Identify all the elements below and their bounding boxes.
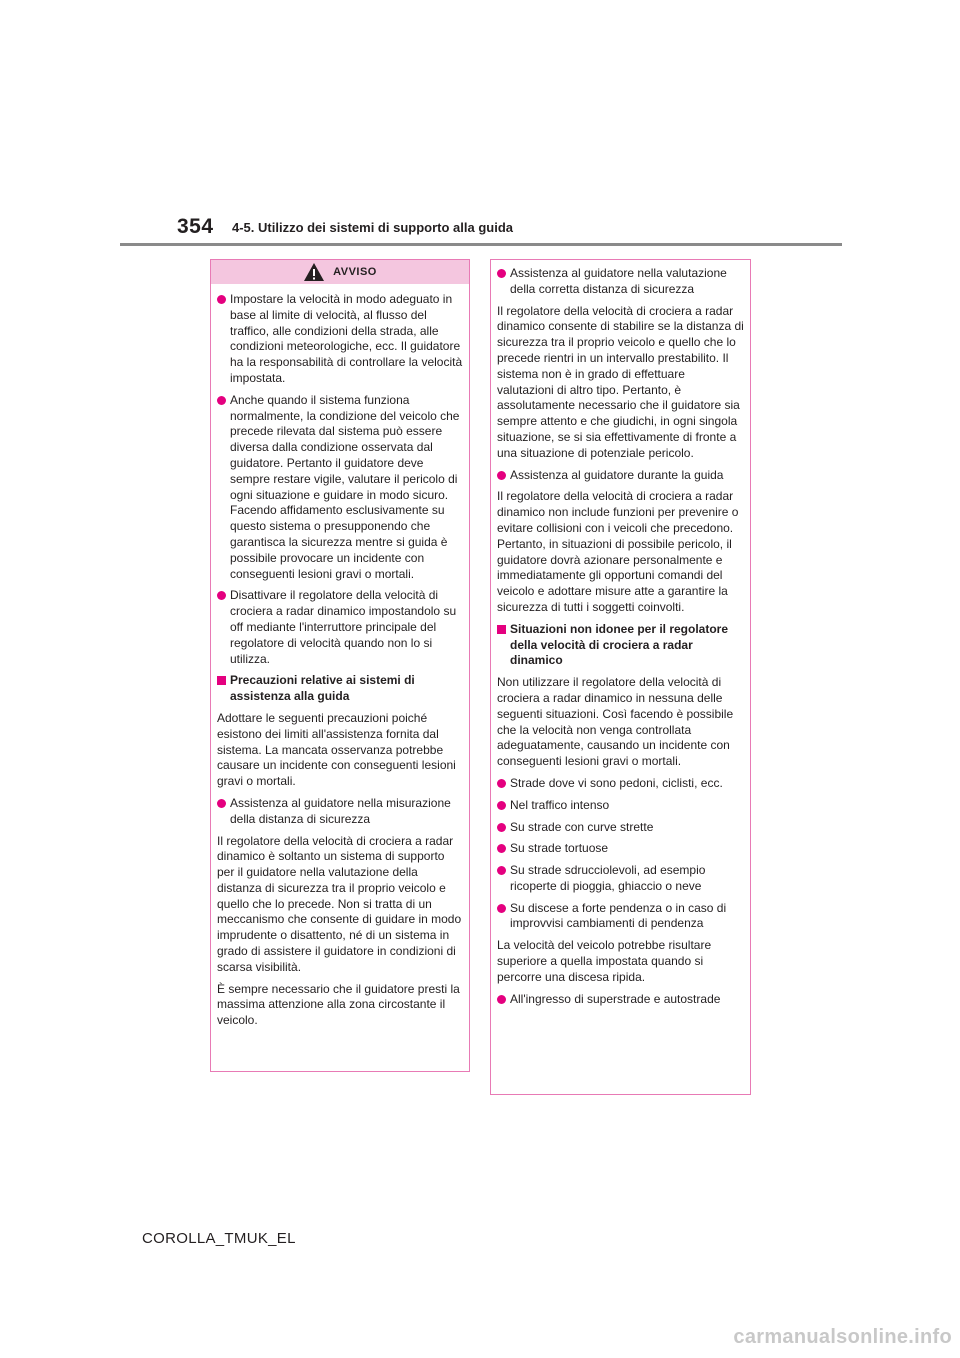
bullet-dot-icon [497,995,506,1004]
page-number: 354 [177,215,214,238]
situation-text: Su strade sdrucciolevoli, ad esempio ricoperte di pioggia, ghiaccio o neve [510,863,706,893]
subsection-heading [497,622,744,669]
evaluation-heading: Assistenza al guidatore nella valutazione della corretta distanza di sicurezza [510,266,727,296]
evaluation-text: Il regolatore della velocità di crociera a radar dinamico consente di stabilire se la distanza di sicurezza tra il proprio veicolo e quello che lo precede rientri in un intervallo prestabilito. Il sistema non è in grado di effettuare valutazioni di altro tipo. Pertanto, è assolutamente necessario che il guidatore sia sempre attento e che giudichi, in ogni singola situazione, se si sia effettivamente di fronte a una situazione di potenziale pericolo. [497,303,744,460]
bullet-dot-icon [497,866,506,875]
list-item [497,901,744,933]
situation-text: Nel traffico intenso [510,797,610,812]
warning-box-right [490,259,751,1095]
warning-title: AVVISO [333,266,377,278]
list-item [497,863,744,895]
highway-item-text: All'ingresso di superstrade e autostrade [510,991,721,1006]
bullet-square-icon [217,676,226,685]
warning-content-right [491,260,750,1007]
list-item [217,588,463,667]
list-item [497,266,744,298]
list-item [217,292,463,387]
warning-box-left [210,259,470,1072]
bullet-dot-icon [497,823,506,832]
bullet-dot-icon [497,269,506,278]
warning-item-text: Disattivare il regolatore della velocità di crociera a radar dinamico impostandolo su off mediante l'interruttore principale del regolatore di velocità quando non lo si utilizza. [230,588,457,666]
list-item [497,820,744,836]
section-title: 4-5. Utilizzo dei sistemi di supporto alla guida [232,220,513,235]
list-item [497,798,744,814]
bullet-dot-icon [497,471,506,480]
warning-header [211,260,469,284]
warning-item-text: Impostare la velocità in modo adeguato in base al limite di velocità, al flusso del traffico, alle condizioni della strada, alle condizioni meteorologiche, ecc. Il guidatore ha la responsabilità di controllare la velocità impostata. [230,292,463,385]
bullet-dot-icon [217,396,226,405]
bullet-square-icon [497,625,506,634]
header-divider [120,243,842,246]
unsuitable-text: Non utilizzare il regolatore della velocità di crociera a radar dinamico in nessuna delle seguenti situazioni. Così facendo è possibile che la velocità non venga controllata adeguatamente, causando un incidente con conseguenti lesioni gravi o mortali. [497,675,734,769]
list-item [217,796,463,828]
precautions-heading: Precauzioni relative ai sistemi di assistenza alla guida [230,673,415,704]
bullet-dot-icon [217,799,226,808]
list-item [497,468,744,484]
driving-text: Il regolatore della velocità di crociera a radar dinamico non include funzioni per prevenire o evitare collisioni con i veicoli che precedono. Pertanto, in situazioni di possibile pericolo, il guidatore dovrà azionare personalmente e immediatamente gli opportuni comandi del veicolo e adottare misure atte a garantire la sicurezza di tutti i soggetti coinvolti. [497,489,739,614]
driving-heading: Assistenza al guidatore durante la guida [510,467,724,482]
warning-triangle-icon [303,262,325,282]
bullet-dot-icon [217,295,226,304]
precautions-text: Adottare le seguenti precauzioni poiché esistono dei limiti all'assistenza fornita dal sistema. La mancata osservanza potrebbe causare un incidente con conseguenti lesioni gravi o mortali. [217,710,456,789]
bullet-dot-icon [217,591,226,600]
bullet-dot-icon [497,779,506,788]
list-item [217,393,463,583]
bullet-dot-icon [497,904,506,913]
list-item [497,841,744,857]
bullet-dot-icon [497,801,506,810]
situation-text: Su discese a forte pendenza o in caso di improvvisi cambiamenti di pendenza [510,900,727,931]
subsection-heading [217,673,463,705]
list-item [497,776,744,792]
situation-text: Su strade tortuose [510,841,609,856]
list-item [497,992,744,1008]
warning-item-text: Anche quando il sistema funziona normalmente, la condizione del veicolo che precede rilevata dal sistema può essere diversa dalla condizione osservata dal guidatore. Pertanto il guidatore deve sempre restare vigile, valutare il pericolo di ogni situazione e guidare in modo sicuro. Facendo affidamento esclusivamente su questo sistema o presupponendo che garantisca la sicurezza mentre si guida è possibile provocare un incidente con conseguenti lesioni gravi o mortali. [230,392,460,581]
distance-heading: Assistenza al guidatore nella misurazione della distanza di sicurezza [230,795,451,826]
distance-text-2: È sempre necessario che il guidatore presti la massima attenzione alla zona circostante il veicolo. [217,981,460,1028]
watermark: carmanualsonline.info [733,1326,952,1348]
downhill-text: La velocità del veicolo potrebbe risultare superiore a quella impostata quando si percorre una discesa ripida. [497,938,712,984]
bullet-dot-icon [497,844,506,853]
situation-text: Su strade con curve strette [510,819,654,834]
distance-text: Il regolatore della velocità di crociera a radar dinamico è soltanto un sistema di supporto per il guidatore nella valutazione della distanza di sicurezza tra il proprio veicolo e quello che lo precede. Non si tratta di un meccanismo che consente di guidare in modo imprudente o disattento, né di un sistema in grado di assistere il guidatore in condizioni di scarsa visibilità. [217,833,462,974]
warning-content-left [211,284,469,1029]
situation-text: Strade dove vi sono pedoni, ciclisti, ecc. [510,775,723,790]
unsuitable-heading: Situazioni non idonee per il regolatore della velocità di crociera a radar dinamico [510,621,729,668]
document-code: COROLLA_TMUK_EL [142,1230,296,1247]
